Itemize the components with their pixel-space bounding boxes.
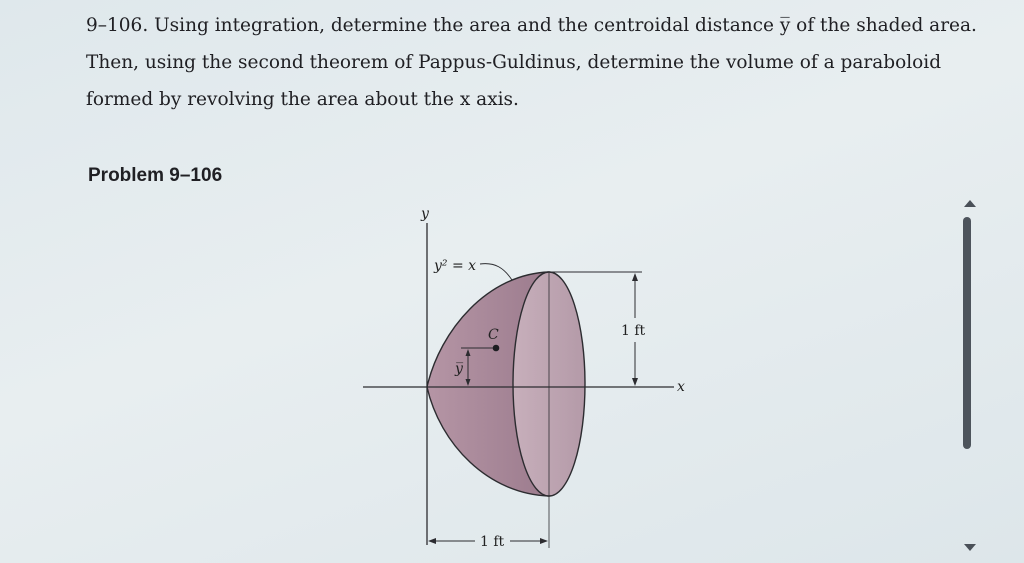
width-arrow-left [428, 538, 436, 544]
problem-line-2: Then, using the second theorem of Pappus-Guldinus, determine the volume of a paraboloid [86, 52, 942, 73]
centroid-point [493, 345, 500, 352]
x-axis-label: x [677, 379, 685, 395]
height-dimension-label: 1 ft [621, 323, 646, 339]
problem-line-1: 9–106. Using integration, determine the area and the centroidal distance y̅ of the shaded area. [86, 15, 977, 36]
vertical-scrollbar[interactable] [960, 195, 982, 555]
curve-label-leader [480, 264, 512, 280]
width-dimension-label: 1 ft [480, 534, 505, 550]
problem-heading: Problem 9–106 [88, 165, 223, 186]
y-axis-label: y [421, 206, 429, 222]
height-arrow-bottom [632, 378, 638, 386]
height-arrow-top [632, 273, 638, 281]
scrollbar-thumb[interactable] [963, 217, 971, 449]
centroid-label: C [488, 327, 499, 343]
ybar-label: y̅ [455, 361, 463, 377]
width-arrow-right [540, 538, 548, 544]
curve-equation-label: y² = x [434, 258, 477, 274]
scroll-up-arrow-icon[interactable] [964, 200, 976, 207]
problem-line-3: formed by revolving the area about the x axis. [86, 89, 519, 110]
scroll-down-arrow-icon[interactable] [964, 544, 976, 551]
